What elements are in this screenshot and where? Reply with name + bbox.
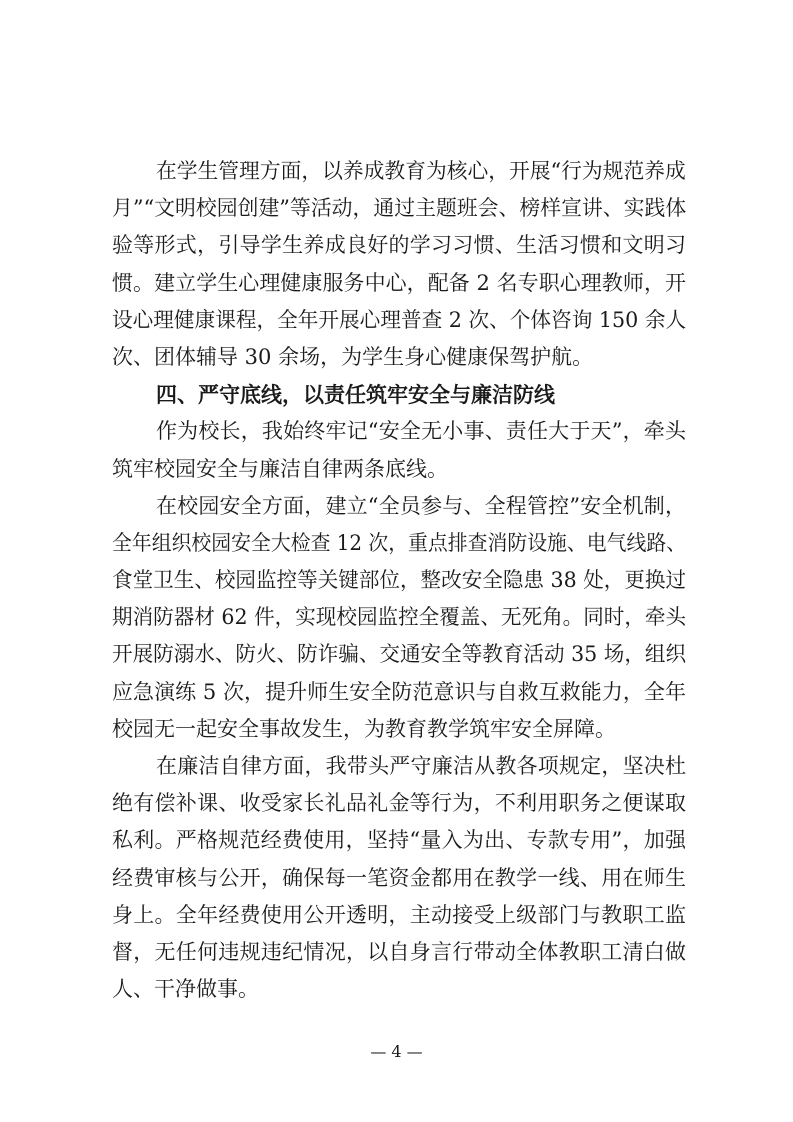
- paragraph-integrity: [112, 748, 686, 1008]
- body-line: 督，无任何违规违纪情况，以自身言行带动全体教职工清白做: [112, 939, 686, 964]
- body-line: 次、团体辅导 30 余场，为学生身心健康保驾护航。: [112, 344, 594, 369]
- section-heading: 四、严守底线，以责任筑牢安全与廉洁防线: [156, 382, 555, 408]
- body-line: 在校园安全方面，建立“全员参与、全程管控”安全机制，: [156, 493, 686, 518]
- body-line: 校园无一起安全事故发生，为教育教学筑牢安全屏障。: [112, 716, 616, 741]
- body-line: 人、干净做事。: [112, 977, 259, 1002]
- paragraph-intro: [112, 413, 686, 487]
- body-line: 应急演练 5 次，提升师生安全防范意识与自救互救能力，全年: [112, 679, 686, 704]
- body-text: [112, 153, 686, 1008]
- body-line: 验等形式，引导学生养成良好的学习习惯、生活习惯和文明习: [112, 233, 686, 258]
- body-line: 身上。全年经费使用公开透明，主动接受上级部门与教职工监: [112, 902, 686, 927]
- body-line: 全年组织校园安全大检查 12 次，重点排查消防设施、电气线路、: [112, 530, 687, 555]
- body-line: 期消防器材 62 件，实现校园监控全覆盖、无死角。同时，牵头: [112, 605, 687, 630]
- body-line: 食堂卫生、校园监控等关键部位，整改安全隐患 38 处，更换过: [112, 568, 687, 593]
- body-line: 开展防溺水、防火、防诈骗、交通安全等教育活动 35 场，组织: [112, 642, 687, 667]
- body-line: 月”“文明校园创建”等活动，通过主题班会、榜样宣讲、实践体: [112, 196, 687, 221]
- body-line: 在学生管理方面，以养成教育为核心，开展“行为规范养成: [156, 159, 686, 183]
- body-line: 作为校长，我始终牢记“安全无小事、责任大于天”，牵头: [156, 419, 686, 444]
- page-number: — 4 —: [370, 1042, 423, 1061]
- body-line: 设心理健康课程，全年开展心理普查 2 次、个体咨询 150 余人: [112, 307, 687, 332]
- body-line: 绝有偿补课、收受家长礼品礼金等行为，不利用职务之便谋取: [112, 791, 686, 816]
- body-line: 在廉洁自律方面，我带头严守廉洁从教各项规定，坚决杜: [156, 754, 686, 778]
- body-line: 私利。严格规范经费使用，坚持“量入为出、专款专用”，加强: [112, 828, 686, 853]
- body-line: 惯。建立学生心理健康服务中心，配备 2 名专职心理教师，开: [112, 270, 686, 295]
- paragraph-campus-safety: [112, 488, 686, 748]
- body-line: 筑牢校园安全与廉洁自律两条底线。: [112, 456, 448, 481]
- body-line: 经费审核与公开，确保每一笔资金都用在教学一线、用在师生: [112, 865, 686, 890]
- paragraph-student-management: [112, 153, 686, 376]
